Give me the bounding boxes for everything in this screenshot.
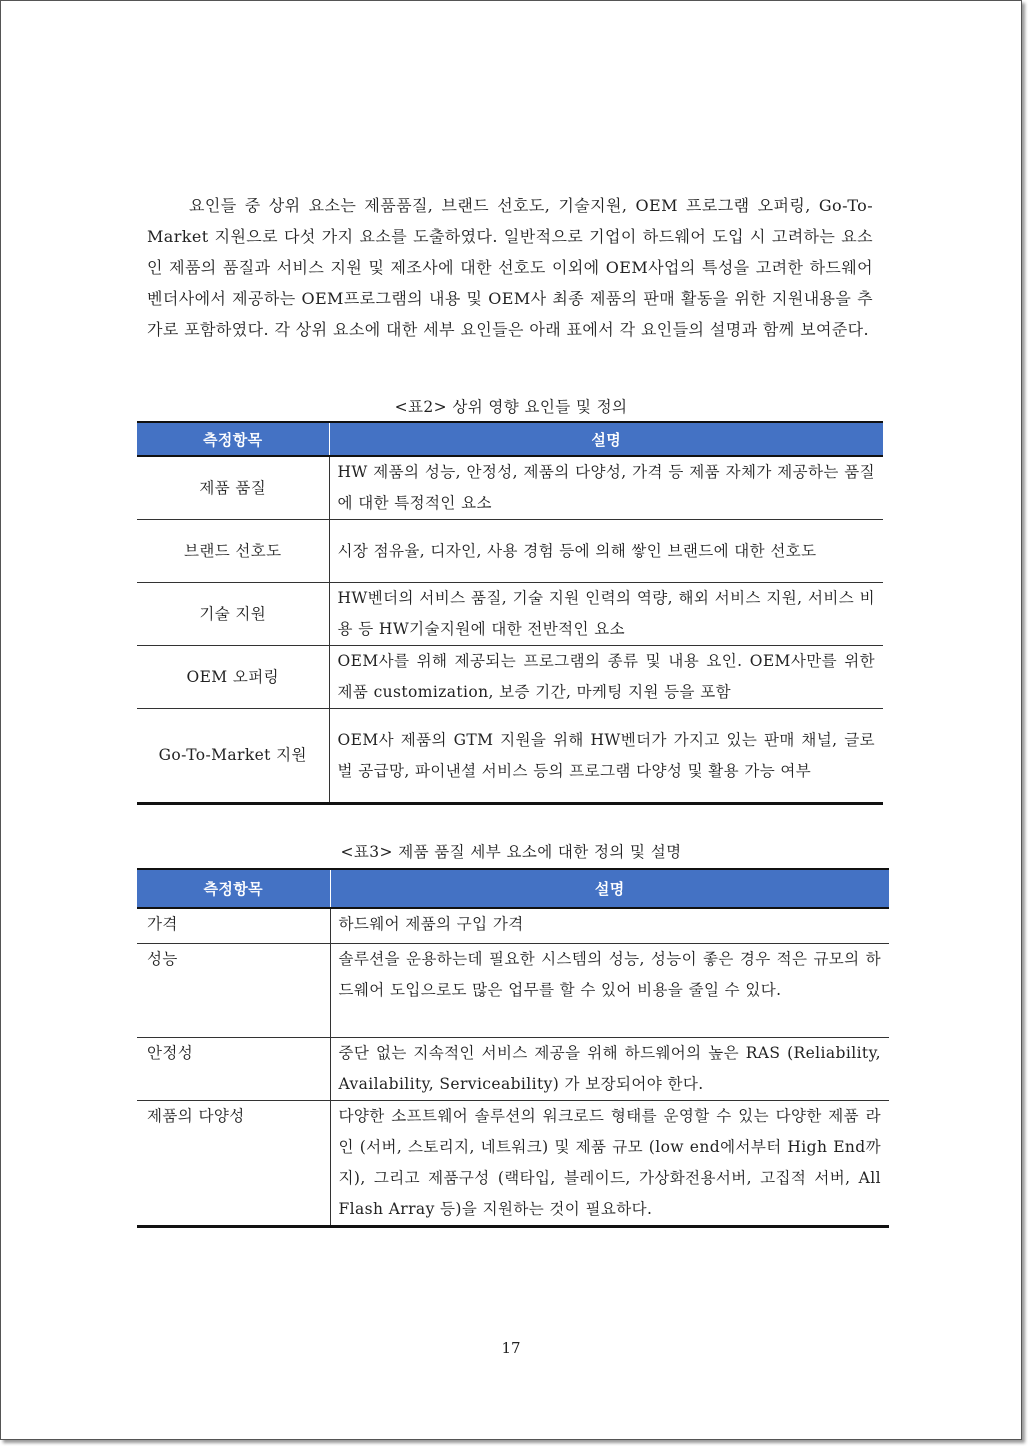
table2-row-desc: 시장 점유율, 디자인, 사용 경험 등에 의해 쌓인 브랜드에 대한 선호도 <box>329 520 883 583</box>
table-row <box>137 1100 889 1226</box>
table-row <box>137 709 883 804</box>
table3-row-desc: 하드웨어 제품의 구입 가격 <box>330 908 889 943</box>
table3-caption: <표3> 제품 품질 세부 요소에 대한 정의 및 설명 <box>340 843 682 861</box>
table2-row-desc: HW벤더의 서비스 품질, 기술 지원 인력의 역량, 해외 서비스 지원, 서비스 비용 등 HW기술지원에 대한 전반적인 요소 <box>329 583 883 646</box>
table2-row-desc: OEM사 제품의 GTM 지원을 위해 HW벤더가 가지고 있는 판매 채널, 글로벌 공급망, 파이낸셜 서비스 등의 프로그램 다양성 및 활용 가능 여부 <box>329 709 883 804</box>
table-row <box>137 1037 889 1100</box>
table-row <box>137 520 883 583</box>
table3-row-desc: 다양한 소프트웨어 솔루션의 워크로드 형태를 운영할 수 있는 다양한 제품 라인 (서버, 스토리지, 네트워크) 및 제품 규모 (low end에서부터 High End까지), 그리고 제품구성 (랙타입, 블레이드, 가상화전용서버, 고집적 서버, All Flash Array 등)을 지원하는 것이 필요하다. <box>330 1100 889 1226</box>
table2-row-item: 기술 지원 <box>137 583 329 646</box>
table-row <box>137 646 883 709</box>
intro-paragraph: 요인들 중 상위 요소는 제품품질, 브랜드 선호도, 기술지원, OEM 프로그램 오퍼링, Go-To-Market 지원으로 다섯 가지 요소를 도출하였다. 일반적으로 기업이 하드웨어 도입 시 고려하는 요소인 제품의 품질과 서비스 지원 및 제조사에 대한 선호도 이외에 OEM사업의 특성을 고려한 하드웨어 벤더사에서 제공하는 OEM프로그램의 내용 및 OEM사 최종 제품의 판매 활동을 위한 지원내용을 추가로 포함하였다. 각 상위 요소에 대한 세부 요인들은 아래 표에서 각 요인들의 설명과 함께 보여준다. <box>147 196 873 339</box>
table3-header-row <box>137 869 889 908</box>
table2-row-item: 제품 품질 <box>137 456 329 520</box>
table3-header-item: 측정항목 <box>137 869 330 908</box>
table2-row-desc: OEM사를 위해 제공되는 프로그램의 종류 및 내용 요인. OEM사만를 위한 제품 customization, 보증 기간, 마케팅 지원 등을 포함 <box>329 646 883 709</box>
table-row <box>137 943 889 1037</box>
table2-row-item: Go-To-Market 지원 <box>137 709 329 804</box>
table3 <box>137 868 889 1228</box>
table2-row-desc: HW 제품의 성능, 안정성, 제품의 다양성, 가격 등 제품 자체가 제공하는 품질에 대한 특정적인 요소 <box>329 456 883 520</box>
table2-caption: <표2> 상위 영향 요인들 및 정의 <box>394 398 628 416</box>
table-row <box>137 456 883 520</box>
table2-header-row <box>137 422 883 456</box>
table2-header-desc: 설명 <box>329 422 883 456</box>
table2-header-item: 측정항목 <box>137 422 329 456</box>
page-number: 17 <box>501 1339 521 1357</box>
table3-row-item: 성능 <box>137 943 330 1037</box>
table2-row-item: 브랜드 선호도 <box>137 520 329 583</box>
table3-header-desc: 설명 <box>330 869 889 908</box>
table3-row-item: 안정성 <box>137 1037 330 1100</box>
table-row <box>137 583 883 646</box>
table3-row-item: 가격 <box>137 908 330 943</box>
table2 <box>137 421 883 805</box>
table3-row-desc: 솔루션을 운용하는데 필요한 시스템의 성능, 성능이 좋은 경우 적은 규모의 하드웨어 도입으로도 많은 업무를 할 수 있어 비용을 줄일 수 있다. <box>330 943 889 1037</box>
table3-row-desc: 중단 없는 지속적인 서비스 제공을 위해 하드웨어의 높은 RAS (Reliability, Availability, Serviceability) 가 보장되어야 한다. <box>330 1037 889 1100</box>
table3-row-item: 제품의 다양성 <box>137 1100 330 1226</box>
table2-row-item: OEM 오퍼링 <box>137 646 329 709</box>
table-row <box>137 908 889 943</box>
